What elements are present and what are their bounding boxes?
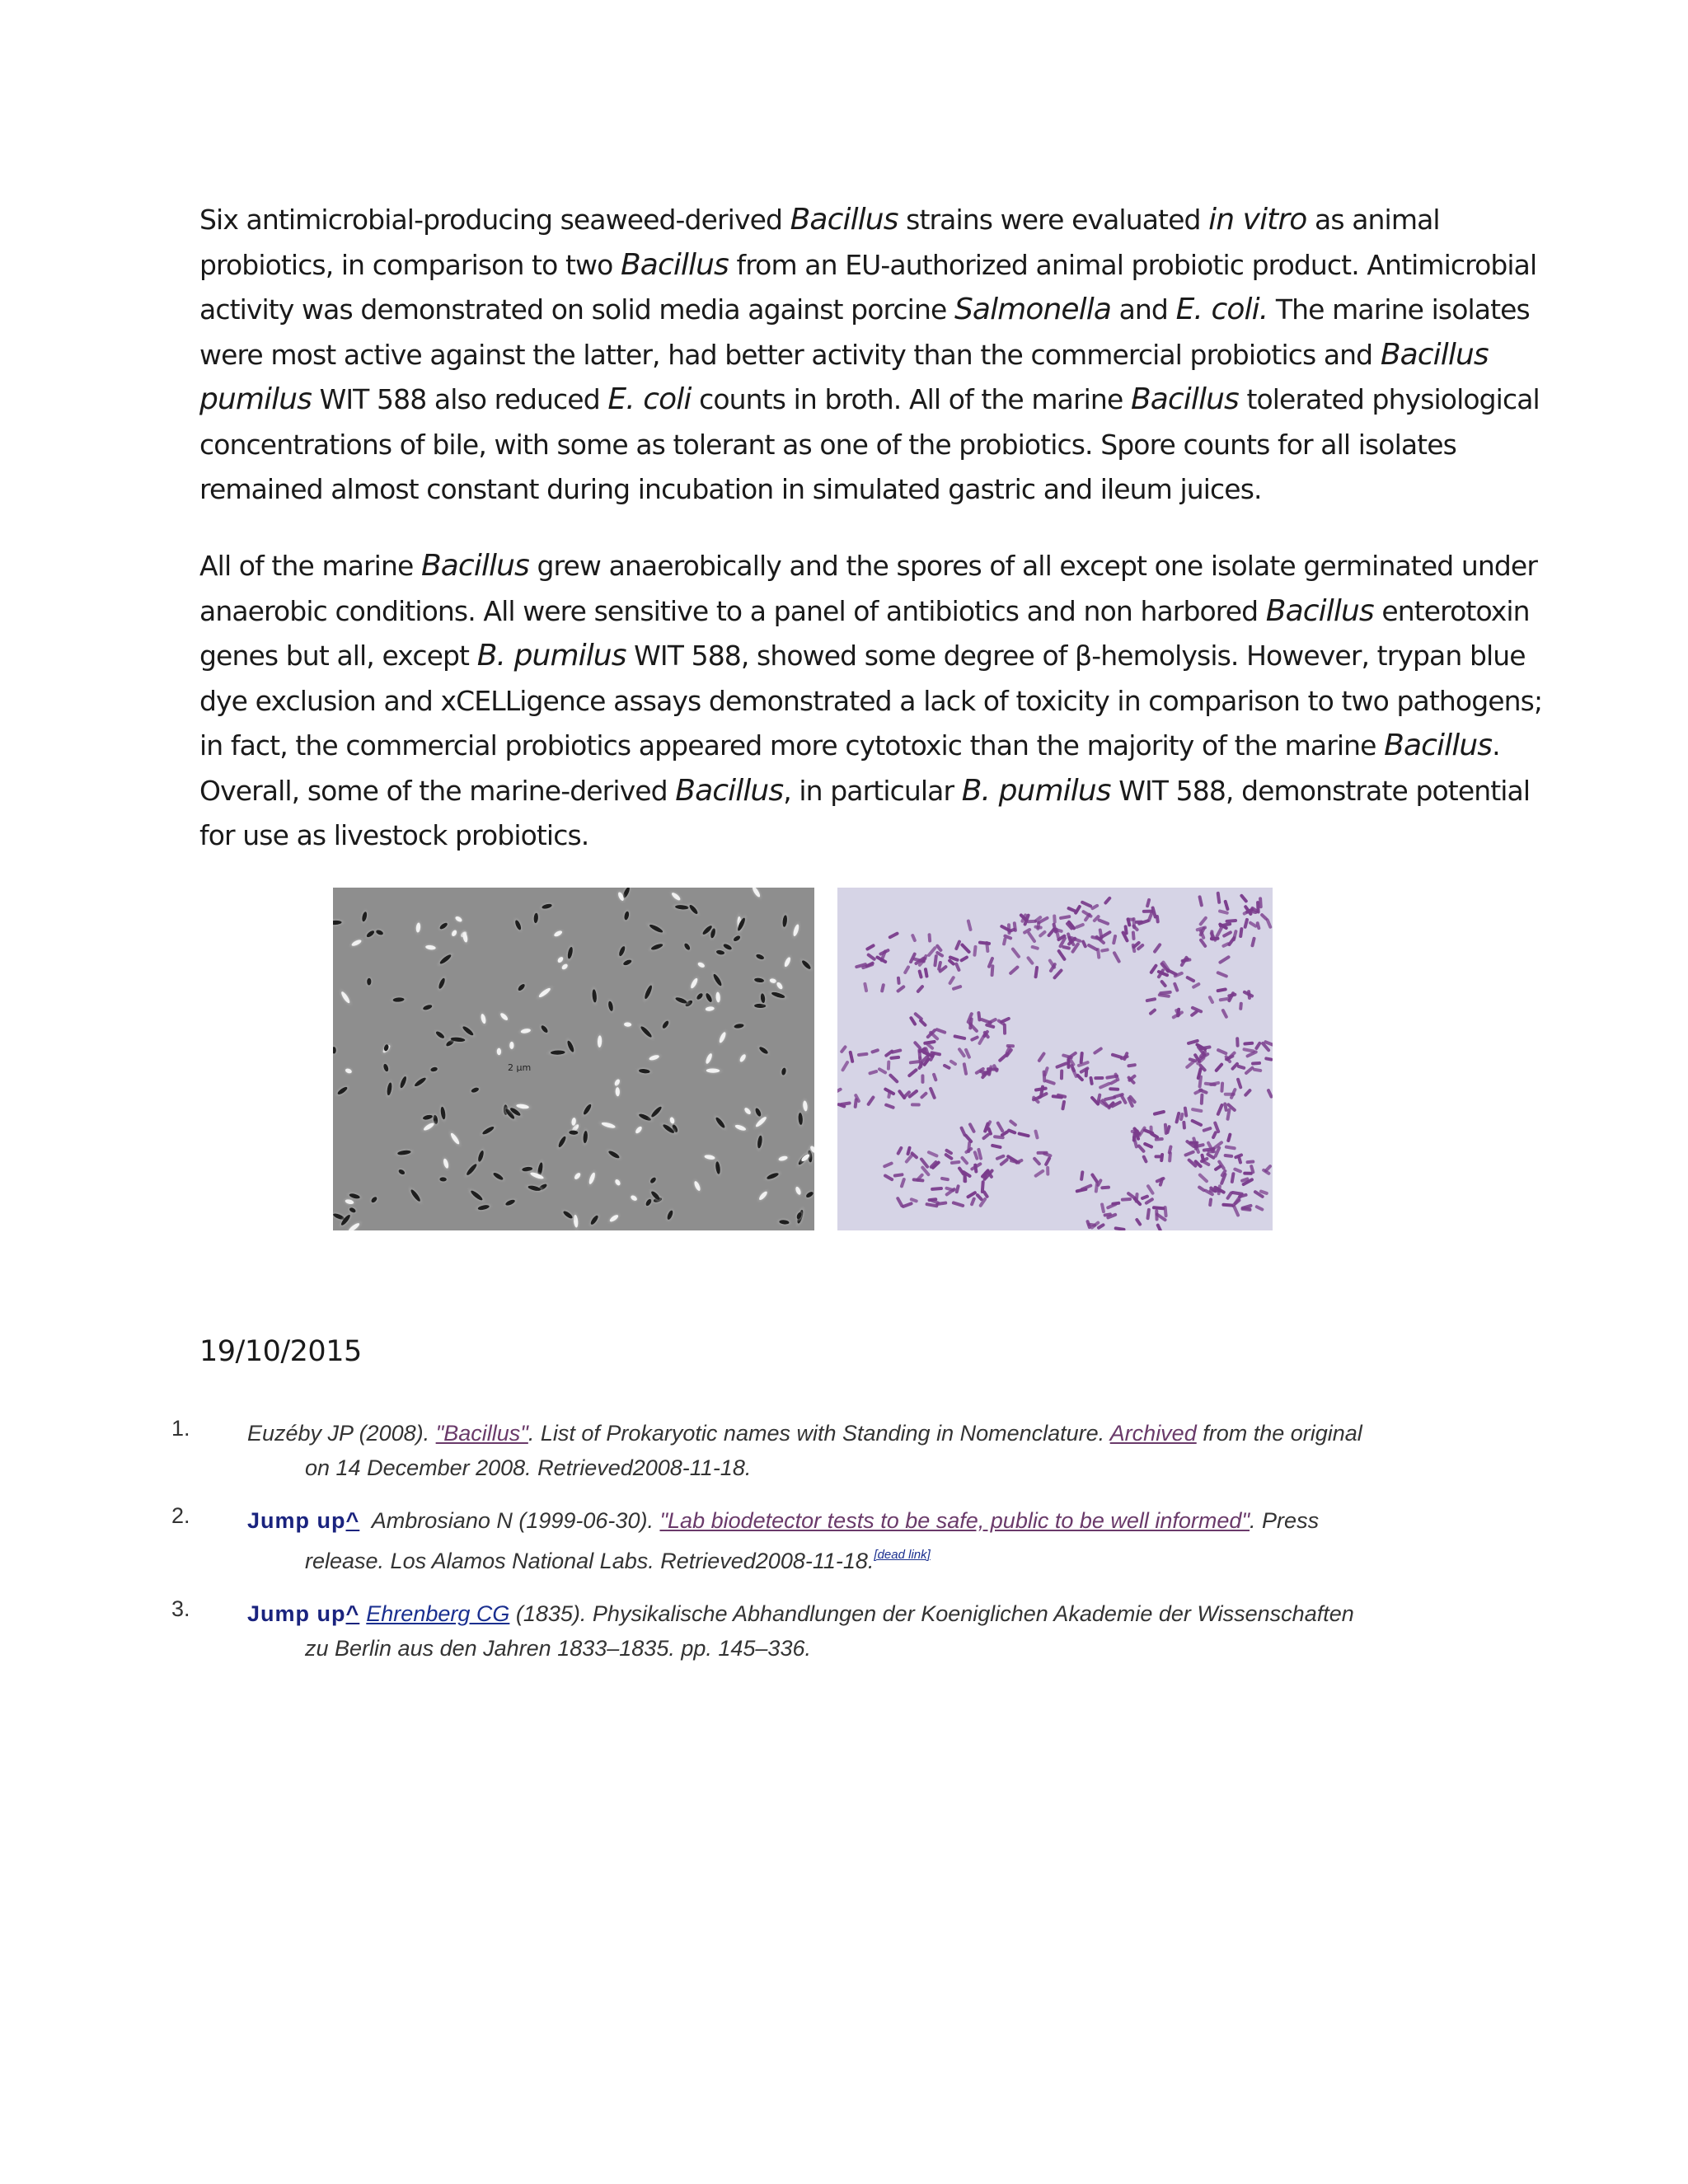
stained-bacterium	[1211, 1131, 1217, 1140]
stained-bacterium	[1002, 937, 1007, 946]
stained-bacterium	[1202, 1127, 1212, 1133]
text-line: concentrations of bile, with some as tolerant as one of the probiotics. Spore counts for all isolates	[199, 428, 1456, 461]
stained-bacterium	[883, 1174, 894, 1182]
stained-bacterium	[1062, 945, 1071, 950]
stained-bacterium	[1236, 1037, 1240, 1047]
archived-link[interactable]: Archived	[1109, 1421, 1197, 1446]
stained-bacterium	[1104, 1095, 1117, 1101]
stained-bacterium	[1093, 1047, 1104, 1056]
text-line: All of the marine Bacillus grew anaerobically and the spores of all except one isolate germinated under	[199, 549, 1538, 583]
stained-bacterium	[1160, 979, 1168, 988]
stained-bacterium	[987, 1017, 998, 1024]
stained-bacterium	[1096, 948, 1101, 959]
stained-bacterium	[893, 1173, 904, 1178]
stained-bacterium	[1032, 1156, 1041, 1166]
stained-bacterium	[921, 1074, 924, 1084]
stained-bacterium	[1003, 1024, 1006, 1035]
stained-bacterium	[954, 962, 961, 972]
stained-bacterium	[1008, 1119, 1017, 1127]
stained-bacterium	[1200, 1094, 1204, 1105]
stained-bacterium	[837, 1087, 842, 1094]
stained-bacterium	[987, 1067, 999, 1071]
stained-bacterium	[1221, 930, 1232, 939]
stained-bacterium	[1076, 1061, 1090, 1068]
stained-bacterium	[1216, 1103, 1224, 1116]
stained-bacterium	[896, 1146, 903, 1155]
stained-bacterium	[1038, 930, 1047, 938]
stained-bacterium	[1043, 1156, 1051, 1167]
stained-bacterium	[1152, 1206, 1165, 1210]
stained-bacterium	[1100, 1185, 1110, 1189]
text-line: in fact, the commercial probiotics appeared more cytotoxic than the majority of the marine Bacillus.	[199, 729, 1500, 762]
reference-item	[171, 1416, 1500, 1485]
text-line: genes but all, except B. pumilus WIT 588, showed some degree of β-hemolysis. However, trypan blue	[199, 639, 1526, 673]
stained-bacterium	[1253, 1067, 1263, 1072]
stained-bacterium	[1097, 918, 1110, 926]
jump-up-label: Jump up^	[247, 1508, 360, 1533]
stained-bacterium	[870, 1048, 879, 1054]
stained-bacterium	[1259, 912, 1268, 921]
reference-title-link[interactable]: "Bacillus"	[435, 1421, 528, 1446]
stained-bacterium	[991, 1143, 1002, 1149]
stained-bacterium	[1173, 982, 1179, 992]
stained-bacterium	[889, 1073, 900, 1084]
stained-bacterium	[863, 982, 868, 992]
stained-bacterium	[1239, 927, 1244, 938]
stained-bacterium	[1061, 1100, 1066, 1111]
stained-bacterium	[964, 1047, 971, 1059]
stained-bacterium	[1145, 997, 1156, 1002]
stained-bacterium	[1146, 1183, 1155, 1195]
stained-bacterium	[1089, 1076, 1094, 1086]
stained-bacterium	[1046, 1166, 1049, 1176]
stained-bacterium	[1244, 1066, 1254, 1076]
stained-bacterium	[959, 955, 969, 963]
reference-title-link[interactable]: "Lab biodetector tests to be safe, public to be well informed"	[659, 1508, 1250, 1533]
stained-bacterium	[857, 1052, 869, 1057]
stained-bacterium	[1218, 955, 1231, 965]
stained-bacterium	[1216, 987, 1227, 992]
stained-bacterium	[1226, 1132, 1232, 1142]
stained-bacterium	[1217, 892, 1221, 904]
stained-bacterium	[1034, 1129, 1039, 1140]
stained-bacterium	[1232, 930, 1238, 942]
jump-up-caret-link[interactable]: ^	[345, 1601, 360, 1626]
stained-bacterium	[942, 1063, 951, 1070]
stained-bacterium	[966, 1190, 978, 1198]
stained-bacterium	[1221, 1008, 1228, 1019]
stained-bacterium	[1266, 1088, 1273, 1099]
stained-bacterium	[1053, 914, 1057, 923]
stained-bacterium	[1254, 1205, 1264, 1212]
stained-bacterium	[896, 1196, 904, 1207]
stained-bacterium	[1081, 940, 1087, 949]
abstract-paragraph-2	[199, 544, 1543, 859]
document-date: 19/10/2015	[199, 1335, 362, 1368]
stained-bacterium	[996, 1121, 1005, 1133]
stained-bacterium	[1059, 915, 1071, 920]
stained-bacterium	[1036, 1151, 1048, 1155]
stained-bacterium	[926, 1151, 939, 1158]
stained-bacterium	[1250, 936, 1256, 947]
stained-bacterium	[1112, 951, 1121, 964]
stained-bacterium	[935, 1028, 947, 1035]
jump-up-caret-link[interactable]: ^	[345, 1508, 360, 1533]
stained-bacterium	[866, 953, 877, 962]
stained-bacterium	[1045, 1079, 1057, 1085]
stained-bacterium	[1143, 1141, 1154, 1149]
stained-bacterium	[1223, 899, 1230, 911]
stained-bacterium	[919, 1157, 930, 1169]
references-list	[171, 1416, 1500, 1684]
text-line: dye exclusion and xCELLigence assays demonstrated a lack of toxicity in comparison to two pathogens;	[199, 684, 1543, 717]
stained-bacterium	[909, 1015, 917, 1026]
stained-bacterium	[1010, 947, 1021, 959]
stained-bacterium	[841, 1060, 850, 1072]
stained-bacterium	[1126, 918, 1134, 921]
stained-bacterium	[966, 919, 972, 931]
stained-bacterium	[927, 933, 931, 943]
stained-bacterium	[1225, 1145, 1236, 1150]
stained-bacterium	[970, 1035, 980, 1042]
stained-bacterium	[1114, 1226, 1125, 1230]
stained-bacterium	[1140, 1194, 1149, 1200]
stained-bacterium	[1142, 1155, 1148, 1164]
stained-bacterium	[1191, 982, 1201, 989]
stained-bacterium	[1240, 893, 1249, 903]
stained-bacterium	[1221, 1203, 1233, 1207]
stained-bacterium	[1163, 1206, 1167, 1218]
stained-bacterium	[1184, 1150, 1195, 1157]
stained-bacterium	[883, 1161, 894, 1169]
stained-bacterium	[970, 1197, 977, 1207]
stained-bacterium	[1216, 971, 1228, 978]
gram-stain-micrograph	[837, 888, 1273, 1230]
stained-bacterium	[1190, 1118, 1203, 1127]
stained-bacterium	[1231, 1172, 1236, 1183]
stained-bacterium	[1208, 1197, 1212, 1207]
stained-bacterium	[1090, 1173, 1100, 1184]
stained-bacterium	[977, 1011, 981, 1022]
reference-item	[171, 1503, 1500, 1578]
stained-bacterium	[1239, 1002, 1243, 1010]
stained-bacterium	[951, 1201, 964, 1207]
stained-bacterium	[884, 1103, 896, 1109]
stained-bacterium	[1127, 1063, 1137, 1068]
dead-link-note[interactable]: [dead link]	[874, 1548, 931, 1562]
stained-bacterium	[1057, 949, 1067, 961]
stained-bacterium	[903, 965, 910, 975]
stained-bacterium	[877, 1067, 888, 1076]
stained-bacterium	[953, 1034, 966, 1040]
stained-bacterium	[916, 984, 925, 993]
stained-bacterium	[1080, 900, 1092, 908]
text-line: Overall, some of the marine-derived Bacillus, in particular B. pumilus WIT 588, demonstrate potential	[199, 773, 1531, 808]
stained-bacterium	[1164, 1123, 1168, 1136]
stained-bacterium	[973, 945, 977, 957]
stained-bacterium	[1100, 948, 1109, 953]
stained-bacterium	[866, 1095, 875, 1107]
stained-bacterium	[968, 1122, 976, 1134]
stained-bacterium	[1243, 1042, 1254, 1046]
jump-up-label: Jump up^	[247, 1601, 360, 1626]
stained-bacterium	[899, 1178, 906, 1188]
stained-bacterium	[1223, 1154, 1233, 1158]
reference-line: zu Berlin aus den Jahren 1833–1835. pp. 145–336.	[305, 1636, 811, 1661]
phase-contrast-micrograph	[333, 888, 814, 1230]
stained-bacterium	[1060, 1069, 1063, 1080]
stained-bacterium	[1079, 1052, 1083, 1064]
reference-item	[171, 1596, 1500, 1666]
stained-bacterium	[1112, 935, 1118, 945]
stained-bacterium	[949, 1059, 958, 1066]
stained-bacterium	[929, 1086, 937, 1099]
stained-bacterium	[897, 977, 901, 986]
stained-bacterium	[1217, 1184, 1221, 1195]
reference-number: 1.	[171, 1416, 190, 1441]
stained-bacterium	[1184, 1106, 1189, 1118]
reference-line: on 14 December 2008. Retrieved2008-11-18.	[305, 1455, 752, 1480]
stained-bacterium	[931, 1187, 943, 1191]
text-line: were most active against the latter, had better activity than the commercial probiotics and Bacillus	[199, 337, 1489, 372]
text-line: Six antimicrobial-producing seaweed-derived Bacillus strains were evaluated in vitro as animal	[199, 203, 1440, 237]
stained-bacterium	[1026, 956, 1034, 966]
stained-bacterium	[954, 940, 962, 951]
stained-bacterium	[1264, 1057, 1273, 1062]
stained-bacterium	[1121, 1197, 1132, 1202]
stained-bacterium	[924, 968, 929, 978]
text-line: probiotics, in comparison to two Bacillus from an EU-authorized animal probiotic product. Antimicrobial	[199, 247, 1537, 282]
reference-number: 2.	[171, 1503, 190, 1528]
stained-bacterium	[1198, 1088, 1209, 1094]
stained-bacterium	[913, 1011, 924, 1021]
stained-bacterium	[1191, 1108, 1203, 1113]
stained-bacterium	[1198, 916, 1208, 926]
stained-bacterium	[1146, 1208, 1151, 1221]
stained-bacterium	[1030, 945, 1039, 951]
stained-bacterium	[917, 969, 923, 979]
stained-bacterium	[1027, 920, 1037, 924]
text-line: anaerobic conditions. All were sensitive to a panel of antibiotics and non harbored Bacillus enterotoxin	[199, 593, 1530, 628]
stained-bacterium	[1017, 1132, 1030, 1137]
stained-bacterium	[911, 933, 917, 942]
stained-bacterium	[1006, 1128, 1016, 1135]
stained-bacterium	[1067, 907, 1077, 914]
abstract-paragraph-1	[199, 198, 1540, 513]
stained-bacterium	[1034, 966, 1039, 979]
stained-bacterium	[1153, 1110, 1166, 1116]
stained-bacterium	[1149, 1126, 1152, 1136]
stained-bacterium	[1243, 1088, 1252, 1097]
stained-bacterium	[1220, 1081, 1224, 1092]
stained-bacterium	[1198, 1173, 1209, 1183]
stained-bacterium	[887, 1061, 891, 1071]
stained-bacterium	[1055, 1062, 1068, 1069]
stained-bacterium	[1027, 931, 1037, 944]
stained-bacterium	[1037, 1052, 1046, 1063]
stained-bacterium	[1185, 975, 1196, 982]
stained-bacterium	[1156, 1223, 1162, 1230]
stained-bacterium	[1236, 1077, 1243, 1090]
stained-bacterium	[1146, 898, 1151, 907]
text-line: pumilus WIT 588 also reduced E. coli counts in broth. All of the marine Bacillus tolerated physiological	[199, 382, 1540, 416]
reference-number: 3.	[171, 1596, 190, 1621]
stained-bacterium	[1215, 926, 1224, 938]
stained-bacterium	[1154, 1155, 1163, 1158]
stained-bacterium	[967, 1141, 971, 1154]
stained-bacterium	[1080, 1170, 1085, 1181]
text-line: activity was demonstrated on solid media against porcine Salmonella and E. coli. The marine isolates	[199, 293, 1530, 326]
stained-bacterium	[896, 985, 906, 994]
stained-bacterium	[875, 955, 888, 964]
stained-bacterium	[978, 940, 992, 945]
stained-bacterium	[920, 1091, 929, 1099]
stained-bacterium	[1198, 938, 1207, 949]
stained-bacterium	[1243, 1172, 1253, 1175]
stained-bacterium	[913, 1040, 922, 1050]
stained-bacterium	[1236, 1064, 1245, 1070]
stained-bacterium	[1156, 915, 1160, 924]
stained-bacterium	[1135, 920, 1143, 923]
stained-bacterium	[1000, 1016, 1011, 1024]
stained-bacterium	[918, 1019, 927, 1028]
stained-bacterium	[960, 1155, 969, 1165]
stained-bacterium	[868, 1070, 879, 1076]
stained-bacterium	[959, 1126, 967, 1137]
stained-bacterium	[1132, 930, 1136, 940]
stained-bacterium	[1034, 1169, 1045, 1178]
stained-bacterium	[1109, 1087, 1119, 1091]
stained-bacterium	[1135, 1217, 1142, 1226]
stained-bacterium	[1245, 1160, 1254, 1164]
reference-line: Jump up^ Ambrosiano N (1999-06-30). "Lab biodetector tests to be safe, public to be well informed". Press	[247, 1508, 1320, 1533]
scale-bar-label: 2 µm	[508, 1062, 532, 1073]
text-line: remained almost constant during incubation in simulated gastric and ileum juices.	[199, 473, 1262, 505]
stained-bacterium	[978, 1033, 987, 1046]
stained-bacterium	[1214, 1062, 1224, 1073]
stained-bacterium	[1225, 919, 1237, 923]
stained-bacterium	[880, 983, 885, 993]
stained-bacterium	[911, 1103, 921, 1106]
stained-bacterium	[933, 954, 938, 968]
stained-bacterium	[865, 944, 876, 952]
stained-bacterium	[1155, 1137, 1164, 1141]
stained-bacterium	[960, 943, 972, 954]
stained-bacterium	[889, 1056, 900, 1060]
stained-bacterium	[1094, 1076, 1104, 1080]
stained-bacterium	[1216, 1047, 1228, 1055]
text-line: for use as livestock probiotics.	[199, 819, 589, 851]
stained-bacterium	[1104, 896, 1113, 905]
stained-bacterium	[907, 1068, 919, 1078]
stained-bacterium	[940, 1177, 950, 1182]
stained-bacterium	[950, 1160, 961, 1165]
stained-bacterium	[1254, 1041, 1262, 1051]
stained-bacterium	[962, 1062, 968, 1076]
stained-bacterium	[1075, 922, 1085, 929]
stained-bacterium	[948, 975, 956, 985]
stained-bacterium	[1008, 965, 1020, 976]
author-link[interactable]: Ehrenberg CG	[366, 1601, 510, 1626]
stained-bacterium	[932, 1072, 938, 1081]
reference-line: Euzéby JP (2008). "Bacillus". List of Prokaryotic names with Standing in Nomenclature. Archived from the original	[247, 1421, 1362, 1446]
stained-bacterium	[1207, 995, 1215, 1004]
stained-bacterium	[1149, 963, 1158, 975]
stained-bacterium	[1251, 1062, 1261, 1066]
stained-bacterium	[848, 1050, 854, 1063]
stained-bacterium	[951, 985, 962, 991]
stained-bacterium	[1152, 943, 1162, 954]
stained-bacterium	[1053, 968, 1064, 980]
stained-bacterium	[1100, 1202, 1106, 1213]
stained-bacterium	[1198, 895, 1203, 907]
stained-bacterium	[1148, 1008, 1157, 1016]
stained-bacterium	[839, 1045, 847, 1054]
reference-line: release. Los Alamos National Labs. Retrieved2008-11-18.[dead link]	[305, 1548, 931, 1573]
stained-bacterium	[995, 1154, 1006, 1160]
reference-line: Jump up^ Ehrenberg CG (1835). Physikalische Abhandlungen der Koeniglichen Akademie der Wissenschaften	[247, 1601, 1354, 1626]
stained-bacterium	[888, 931, 899, 940]
stained-bacterium	[1243, 918, 1249, 930]
stained-bacterium	[1182, 1121, 1186, 1130]
